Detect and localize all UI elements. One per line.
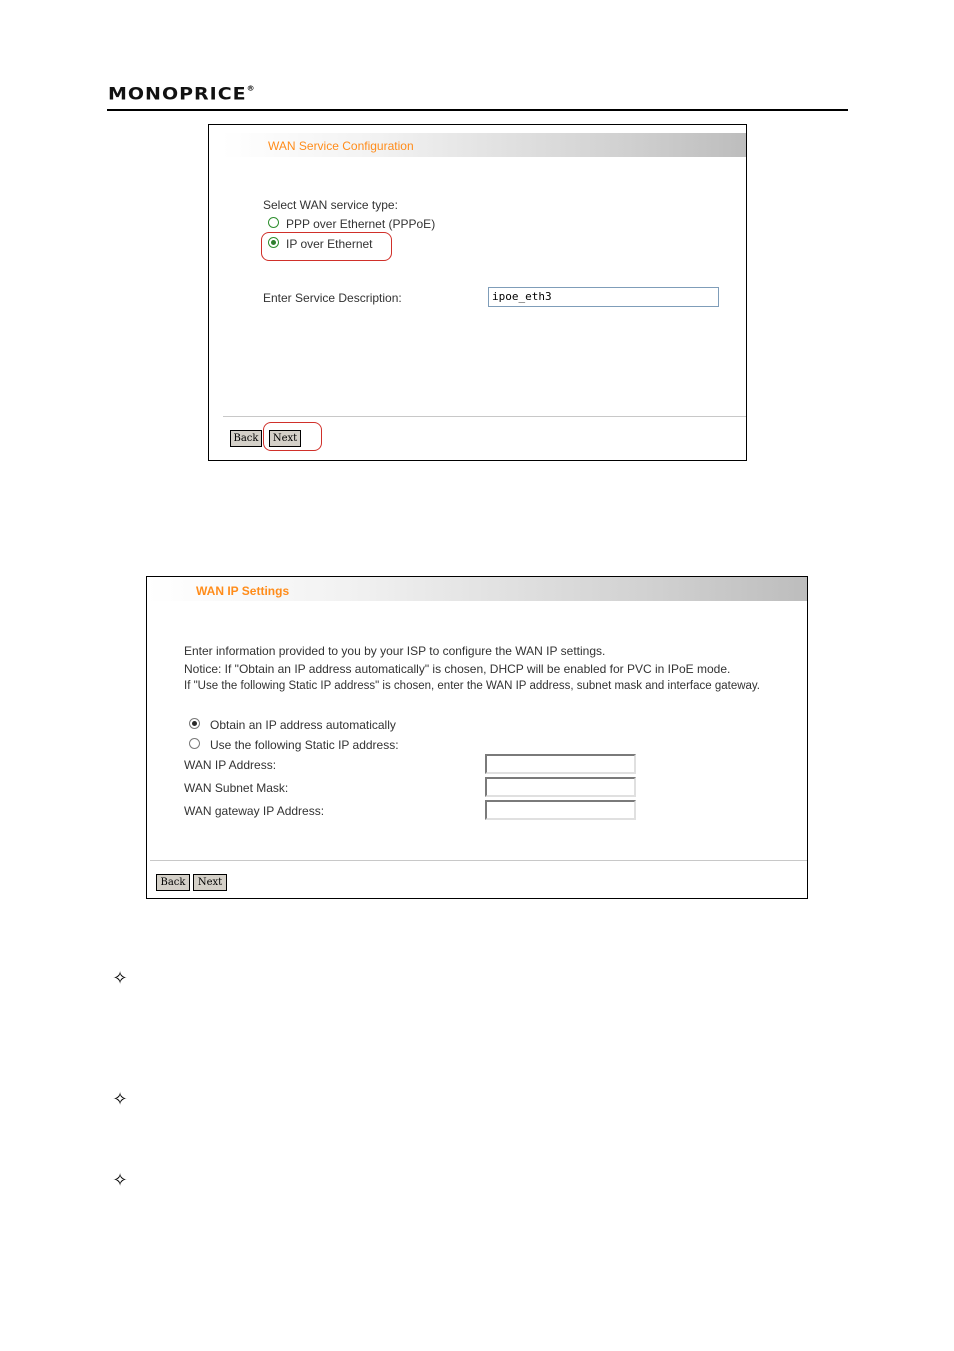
brand-name: MONOPRICE	[108, 84, 247, 104]
obtain-ip-auto-radio[interactable]	[189, 718, 200, 729]
wan-ip-settings-panel	[146, 576, 808, 899]
panel-title: WAN Service Configuration	[268, 139, 414, 153]
static-ip-radio[interactable]	[189, 738, 200, 749]
panel-divider	[150, 860, 807, 861]
ipoe-label[interactable]: IP over Ethernet	[286, 237, 373, 251]
four-point-star-icon: ✧	[112, 968, 128, 988]
service-description-label: Enter Service Description:	[263, 291, 402, 305]
next-button-highlight	[263, 422, 322, 451]
brand-registered-mark: ®	[246, 84, 255, 93]
static-ip-label[interactable]: Use the following Static IP address:	[210, 738, 399, 752]
back-button[interactable]: Back	[230, 430, 262, 447]
info-line-3: If "Use the following Static IP address" is chosen, enter the WAN IP address, subnet mask and interface gateway.	[184, 680, 761, 692]
back-button[interactable]: Back	[156, 874, 190, 891]
brand-logo	[108, 84, 255, 104]
select-wan-service-label: Select WAN service type:	[263, 198, 398, 212]
pppoe-label[interactable]: PPP over Ethernet (PPPoE)	[286, 217, 436, 231]
wan-service-config-panel	[208, 124, 747, 461]
panel-title: WAN IP Settings	[196, 584, 290, 598]
wan-ip-address-input[interactable]	[485, 754, 636, 774]
service-description-input[interactable]: ipoe_eth3	[488, 287, 719, 307]
info-line-2: Notice: If "Obtain an IP address automatically" is chosen, DHCP will be enabled for PVC in IPoE mode.	[184, 662, 731, 676]
next-button[interactable]: Next	[269, 430, 301, 447]
four-point-star-icon: ✧	[112, 1089, 128, 1109]
next-button[interactable]: Next	[193, 874, 227, 891]
wan-subnet-mask-label: WAN Subnet Mask:	[184, 781, 289, 795]
four-point-star-icon: ✧	[112, 1170, 128, 1190]
info-line-1: Enter information provided to you by your ISP to configure the WAN IP settings.	[184, 644, 606, 658]
pppoe-radio[interactable]	[268, 217, 279, 228]
header-rule	[107, 109, 848, 111]
obtain-ip-auto-label[interactable]: Obtain an IP address automatically	[210, 718, 396, 732]
wan-subnet-mask-input[interactable]	[485, 777, 636, 797]
panel-divider	[223, 416, 746, 417]
wan-ip-address-label: WAN IP Address:	[184, 758, 277, 772]
wan-gateway-label: WAN gateway IP Address:	[184, 804, 325, 818]
wan-gateway-input[interactable]	[485, 800, 636, 820]
ipoe-highlight	[261, 232, 392, 261]
